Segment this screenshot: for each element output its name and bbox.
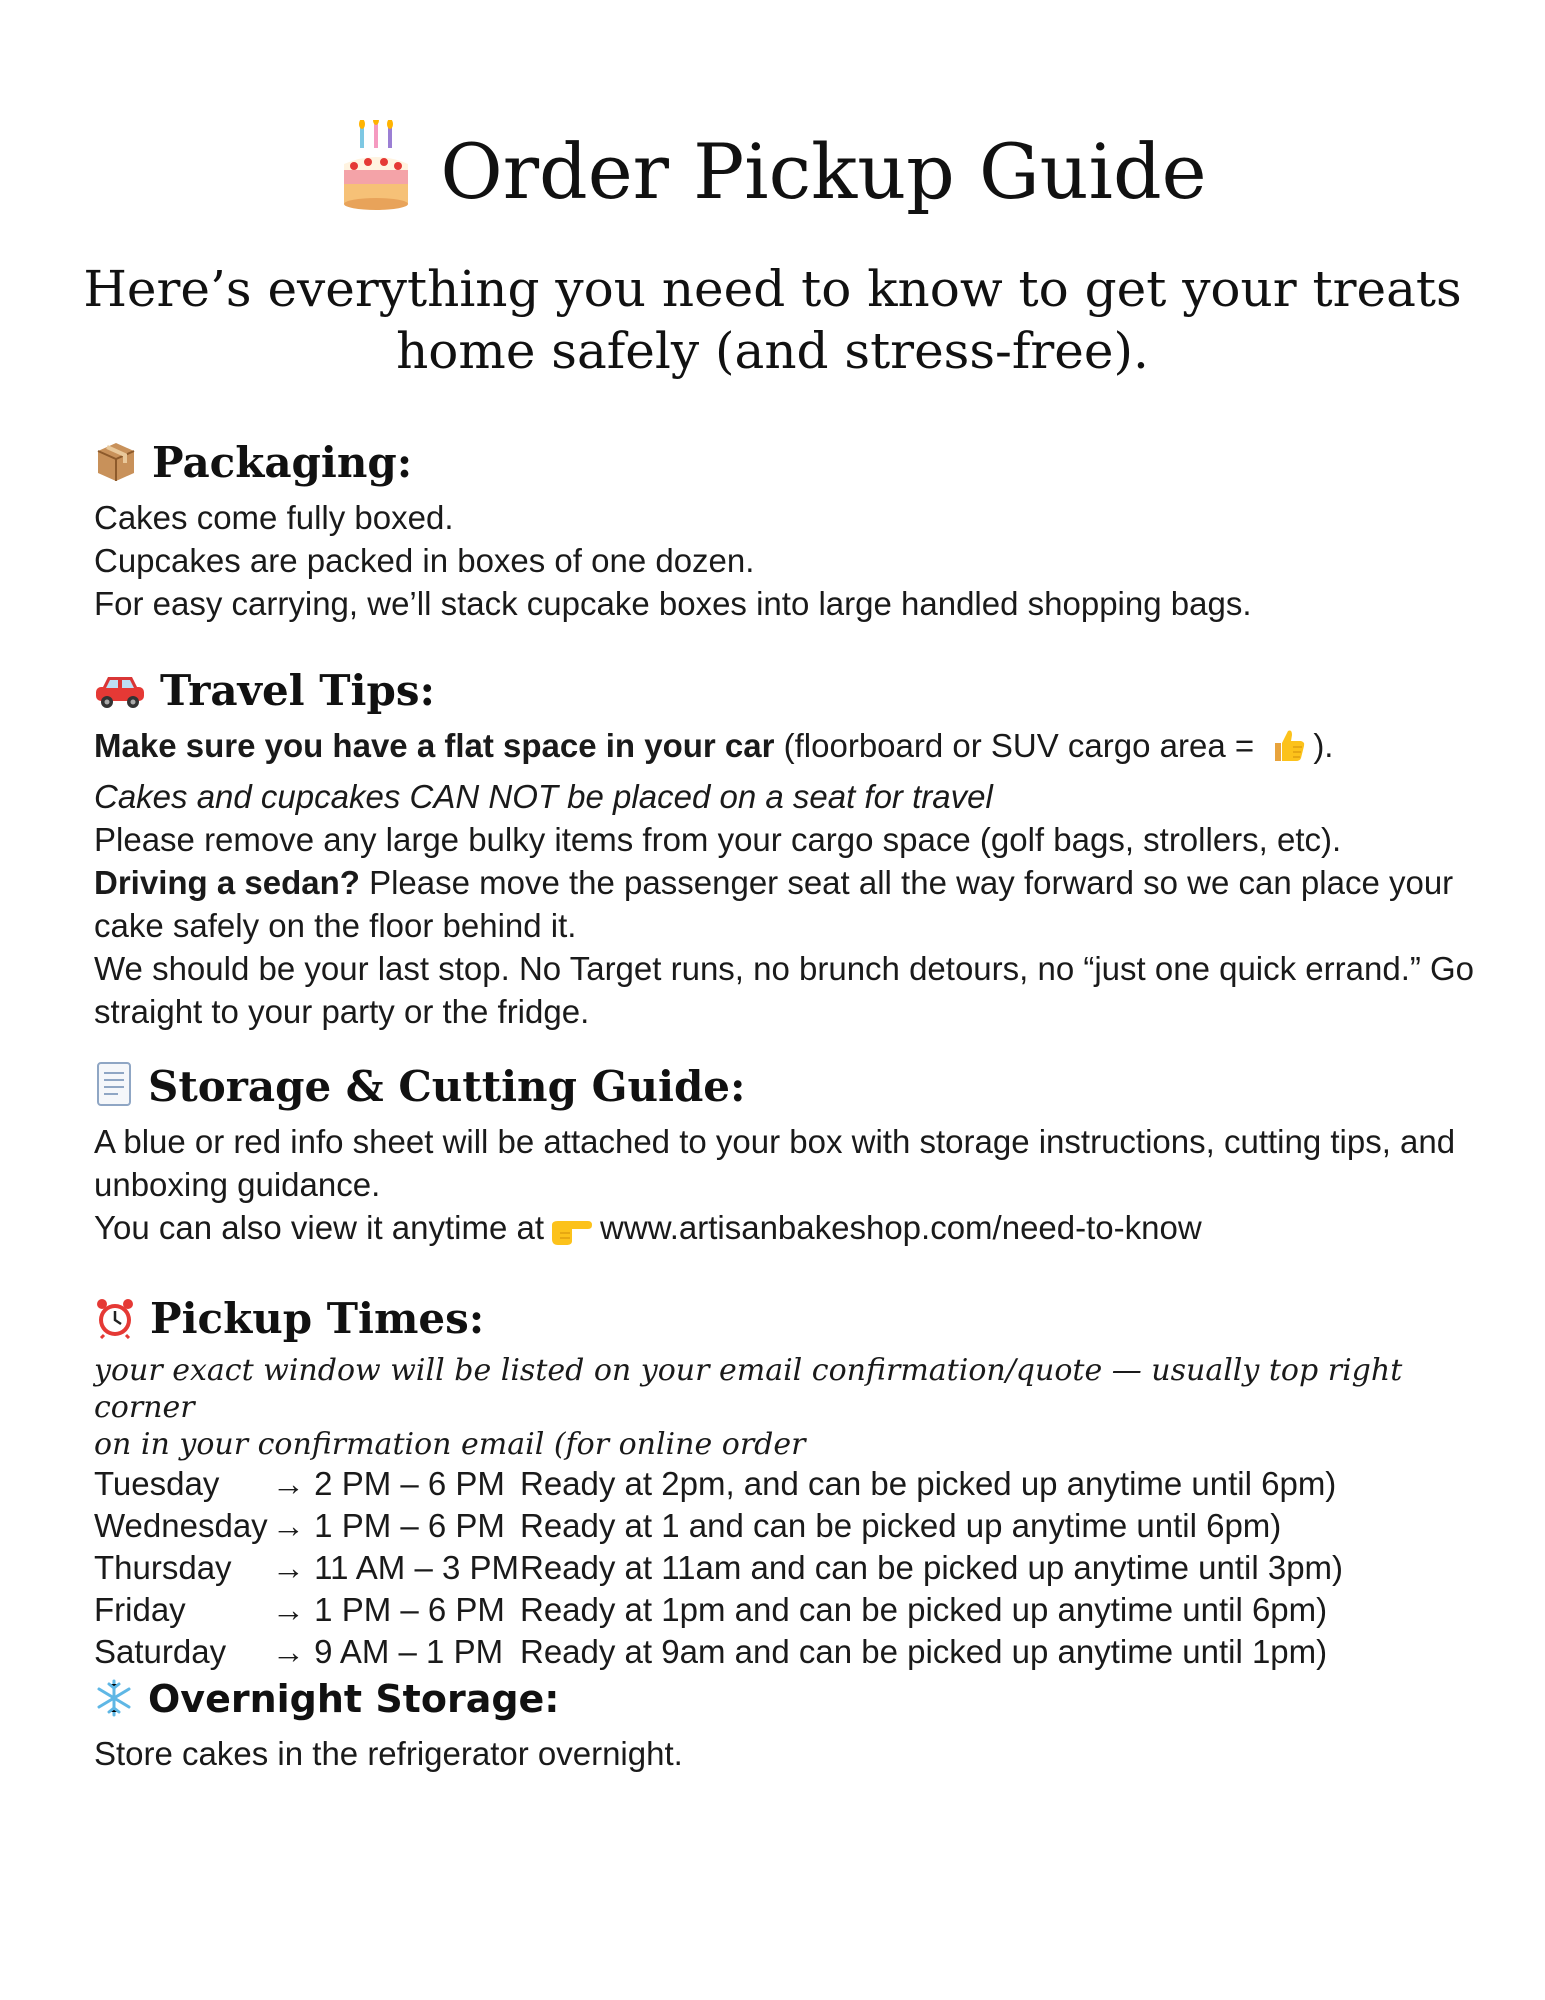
no-seat-line: [94, 775, 1484, 818]
storage-guide-heading: Storage & Cutting Guide:: [148, 1062, 746, 1111]
schedule-note: Ready at 2pm, and can be picked up anytime until 6pm): [520, 1465, 1337, 1502]
packaging-heading: Packaging:: [152, 438, 413, 487]
overnight-heading: Overnight Storage:: [148, 1677, 560, 1721]
schedule-day: Saturday: [94, 1633, 227, 1670]
remove-items-line: Please remove any large bulky items from your cargo space (golf bags, strollers, etc).: [94, 821, 1342, 858]
section-heading: [94, 1060, 1484, 1120]
snowflake-icon: [94, 1678, 134, 1732]
schedule-time: → 1 PM – 6 PM: [272, 1507, 505, 1544]
sedan-line: [94, 861, 1484, 947]
birthday-cake-icon: [338, 120, 414, 236]
flat-space-bold: Make sure you have a flat space in your car: [94, 727, 775, 764]
schedule-time: → 1 PM – 6 PM: [272, 1591, 505, 1628]
sedan-rest: Please move the passenger seat all the way forward so we can place your cake safely on the floor behind it.: [94, 864, 1454, 944]
schedule-row: [94, 1505, 1484, 1547]
schedule-row: [94, 1463, 1484, 1505]
schedule-note: Ready at 11am and can be picked up anytime until 3pm): [520, 1549, 1344, 1586]
schedule-day: Friday: [94, 1591, 186, 1628]
page-subtitle: [80, 258, 1465, 382]
schedule-note: Ready at 1pm and can be picked up anytime until 6pm): [520, 1591, 1328, 1628]
pickup-note-line: your exact window will be listed on your email confirmation/quote — usually top right corner: [94, 1353, 1403, 1425]
page-title-row: [0, 120, 1545, 236]
no-seat-italic: Cakes and cupcakes CAN NOT be placed on a seat for travel: [94, 778, 993, 815]
subtitle-line: home safely (and stress-free).: [396, 322, 1149, 380]
package-box-icon: [94, 439, 138, 496]
schedule-time: → 9 AM – 1 PM: [272, 1633, 504, 1670]
info-sheet-line: A blue or red info sheet will be attached to your box with storage instructions, cutting tips, and unboxing guidance.: [94, 1123, 1456, 1203]
schedule-note: Ready at 9am and can be picked up anytime until 1pm): [520, 1633, 1328, 1670]
schedule-time: → 11 AM – 3 PM: [272, 1549, 519, 1586]
section-heading: [94, 1292, 1484, 1352]
packaging-line: For easy carrying, we’ll stack cupcake boxes into large handled shopping bags.: [94, 585, 1252, 622]
pickup-schedule-list: [94, 1463, 1484, 1673]
packaging-section: [94, 436, 1484, 625]
last-stop-line: We should be your last stop. No Target runs, no brunch detours, no “just one quick errand.” Go straight to your party or the fridge.: [94, 950, 1475, 1030]
subtitle-line: Here’s everything you need to know to get your treats: [83, 260, 1462, 318]
travel-tips-section: [94, 664, 1484, 1033]
section-heading: [94, 436, 1484, 496]
schedule-time: → 2 PM – 6 PM: [272, 1465, 505, 1502]
car-icon: [94, 670, 146, 724]
pickup-heading: Pickup Times:: [150, 1294, 485, 1343]
schedule-day: Tuesday: [94, 1465, 220, 1502]
schedule-day: Wednesday: [94, 1507, 268, 1544]
flat-space-line: [94, 724, 1484, 775]
flat-space-end: ).: [1313, 727, 1334, 764]
view-link-line: [94, 1206, 1484, 1257]
flat-space-rest: (floorboard or SUV cargo area =: [774, 727, 1264, 764]
pickup-note-line: on in your confirmation email (for online order: [94, 1427, 806, 1462]
overnight-storage-section: [94, 1672, 1484, 1775]
alarm-clock-icon: [94, 1297, 136, 1352]
packaging-line: Cupcakes are packed in boxes of one dozen.: [94, 542, 755, 579]
page-document-icon: [94, 1061, 134, 1120]
schedule-note: Ready at 1 and can be picked up anytime until 6pm): [520, 1507, 1282, 1544]
pickup-times-section: [94, 1292, 1484, 1673]
overnight-text: Store cakes in the refrigerator overnight.: [94, 1735, 683, 1772]
schedule-day: Thursday: [94, 1549, 232, 1586]
packaging-line: Cakes come fully boxed.: [94, 499, 454, 536]
schedule-row: [94, 1589, 1484, 1631]
schedule-row: [94, 1631, 1484, 1673]
thumbs-up-icon: [1269, 727, 1307, 775]
page-title: Order Pickup Guide: [440, 127, 1207, 216]
pointing-right-icon: [550, 1214, 594, 1257]
section-heading: [94, 1672, 1484, 1732]
travel-heading: Travel Tips:: [160, 666, 435, 715]
guide-url-link[interactable]: www.artisanbakeshop.com/need-to-know: [600, 1209, 1202, 1246]
storage-guide-section: [94, 1060, 1484, 1257]
schedule-row: [94, 1547, 1484, 1589]
sedan-bold: Driving a sedan?: [94, 864, 360, 901]
section-heading: [94, 664, 1484, 724]
view-prefix: You can also view it anytime at: [94, 1209, 545, 1246]
